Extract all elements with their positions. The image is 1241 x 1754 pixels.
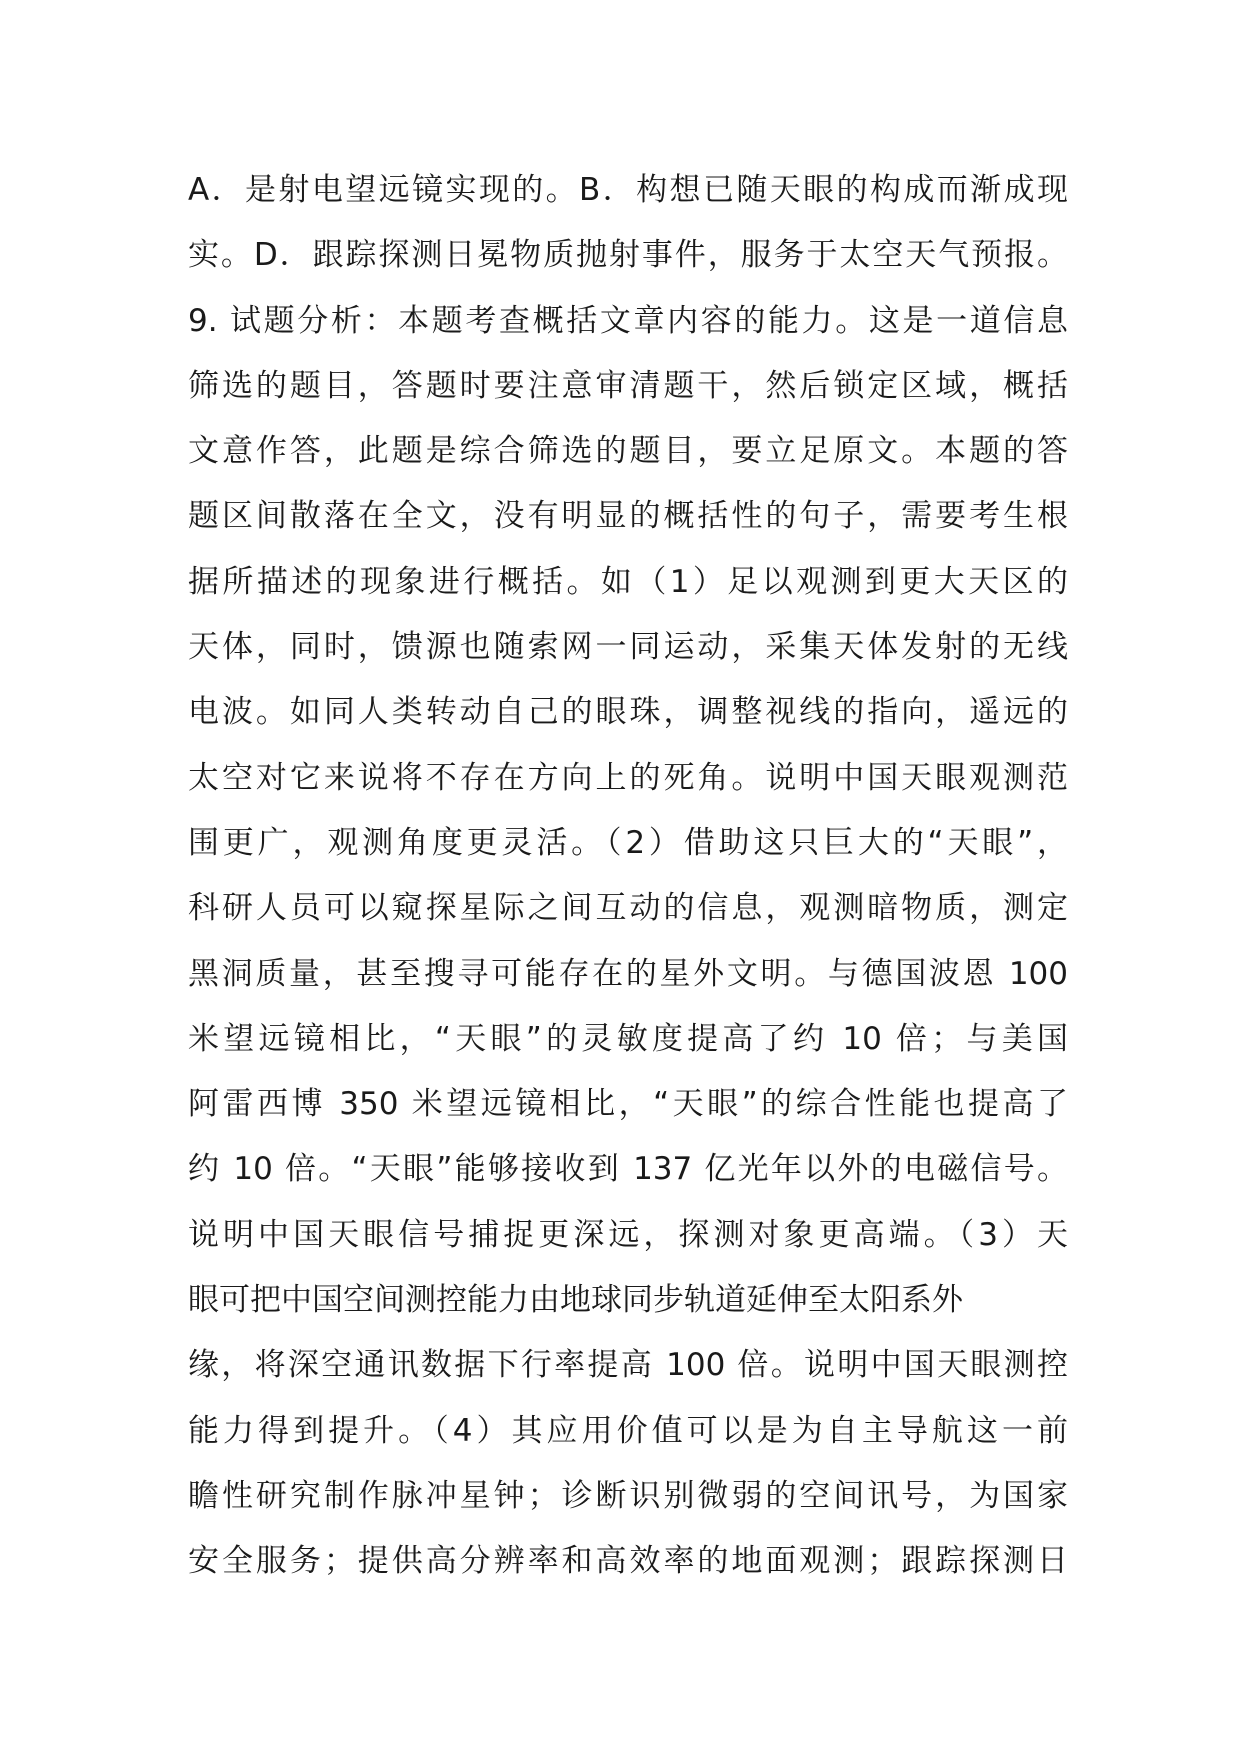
text-line: 科研人员可以窥探星际之间互动的信息，观测暗物质，测定 bbox=[188, 890, 1068, 927]
text-line: 米望远镜相比，“天眼”的灵敏度提高了约 10 倍；与美国 bbox=[188, 1020, 1068, 1057]
text-line: 眼可把中国空间测控能力由地球同步轨道延伸至太阳系外 bbox=[188, 1282, 963, 1319]
text-line: 约 10 倍。“天眼”能够接收到 137 亿光年以外的电磁信号。 bbox=[188, 1151, 1068, 1188]
text-line: 天体，同时，馈源也随索网一同运动，采集天体发射的无线 bbox=[188, 629, 1068, 666]
text-line: 筛选的题目，答题时要注意审清题干，然后锁定区域，概括 bbox=[188, 367, 1068, 404]
text-line: 说明中国天眼信号捕捉更深远，探测对象更高端。（3）天 bbox=[188, 1216, 1068, 1253]
text-line: 围更广，观测角度更灵活。（2）借助这只巨大的“天眼”， bbox=[188, 824, 1068, 861]
text-line: 题区间散落在全文，没有明显的概括性的句子，需要考生根 bbox=[188, 498, 1068, 535]
text-line: 文意作答，此题是综合筛选的题目，要立足原文。本题的答 bbox=[188, 433, 1068, 470]
text-line: 阿雷西博 350 米望远镜相比，“天眼”的综合性能也提高了 bbox=[188, 1086, 1068, 1123]
text-line: 9. 试题分析：本题考查概括文章内容的能力。这是一道信息 bbox=[188, 302, 1068, 339]
text-line: 能力得到提升。（4）其应用价值可以是为自主导航这一前 bbox=[188, 1412, 1068, 1449]
text-line: 安全服务；提供高分辨率和高效率的地面观测；跟踪探测日 bbox=[188, 1543, 1068, 1580]
answer-analysis-text bbox=[188, 158, 1068, 1595]
text-line: 太空对它来说将不存在方向上的死角。说明中国天眼观测范 bbox=[188, 759, 1068, 796]
text-line: 实。D．跟踪探测日冕物质抛射事件，服务于太空天气预报。 bbox=[188, 237, 1068, 274]
text-line: 缘，将深空通讯数据下行率提高 100 倍。说明中国天眼测控 bbox=[188, 1347, 1068, 1384]
text-line: 黑洞质量，甚至搜寻可能存在的星外文明。与德国波恩 100 bbox=[188, 955, 1068, 992]
text-line: A．是射电望远镜实现的。B．构想已随天眼的构成而渐成现 bbox=[188, 172, 1068, 208]
text-line: 瞻性研究制作脉冲星钟；诊断识别微弱的空间讯号，为国家 bbox=[188, 1477, 1068, 1514]
text-line: 电波。如同人类转动自己的眼珠，调整视线的指向，遥远的 bbox=[188, 694, 1068, 731]
text-line: 据所描述的现象进行概括。如（1）足以观测到更大天区的 bbox=[188, 563, 1068, 600]
